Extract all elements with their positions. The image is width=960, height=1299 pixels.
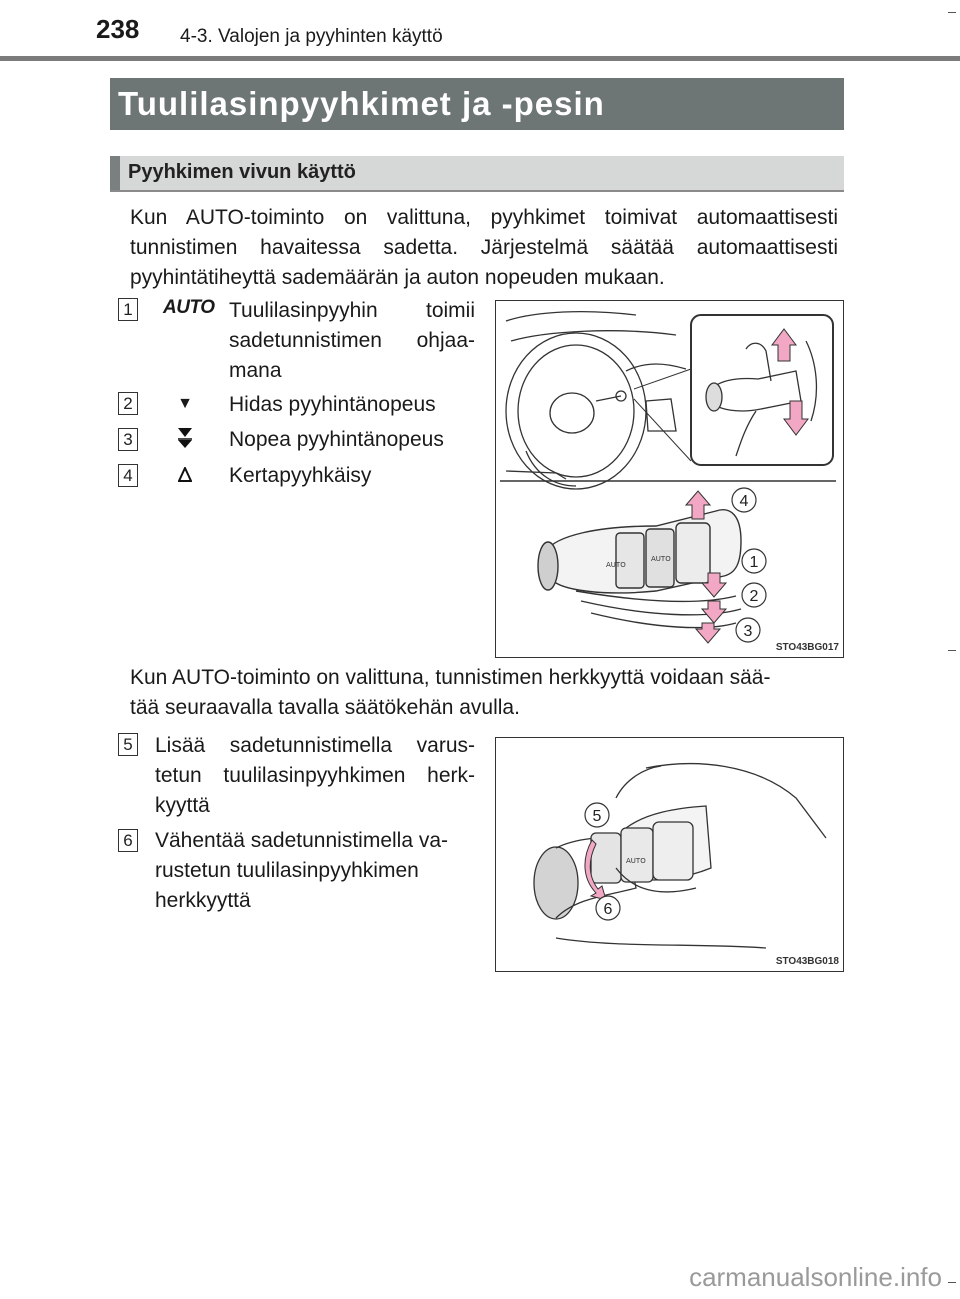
sensitivity-line: tää seuraavalla tavalla säätökehän avulla.: [130, 696, 520, 719]
page-number: 238: [96, 14, 140, 44]
header-rule: [0, 56, 960, 61]
slow-symbol: ▼: [177, 395, 193, 412]
callout-label: 5: [592, 808, 602, 825]
item-number: 6: [118, 829, 138, 852]
svg-text:AUTO: AUTO: [626, 857, 646, 865]
item-text-line: mana: [229, 359, 282, 382]
sensitivity-line: Kun AUTO-toiminto on valittuna, tunnistimen herkkyyttä voidaan sää-: [130, 666, 771, 689]
callout-label: 1: [749, 554, 759, 571]
auto-symbol: AUTO: [163, 297, 215, 318]
item-number: 3: [118, 428, 138, 451]
item-text-line: rustetun tuulilasinpyyhkimen: [155, 859, 419, 882]
item-text-line: Vähentää sadetunnistimella va-: [155, 829, 449, 852]
page-title: Tuulilasinpyyhkimet ja -pesin: [118, 85, 605, 122]
figure-wiper-lever-drawing: [496, 301, 843, 657]
svg-text:AUTO: AUTO: [606, 561, 626, 569]
item-text-line: sadetunnistimen ohjaa-: [229, 329, 475, 352]
callout-label: 3: [743, 623, 753, 640]
item-text: [155, 731, 475, 821]
section-header: 4-3. Valojen ja pyyhinten käyttö: [180, 26, 443, 47]
item-text-line: kyyttä: [155, 794, 210, 817]
subtitle-marker: [110, 156, 120, 190]
intro-paragraph: Kun AUTO-toiminto on valittuna, pyyhkimet toimivat automaattisesti tunnistimen havaitessa sadetta. Järjestelmä säätää automaattisesti pyyhintätiheyttä sademäärän ja auton nopeuden mukaan.: [130, 206, 838, 289]
callout-label: 2: [749, 588, 759, 605]
item-text-line: tetun tuulilasinpyyhkimen herk-: [155, 764, 475, 787]
item-text: [155, 826, 475, 916]
callout-label: 4: [739, 493, 749, 510]
crop-mark: [948, 12, 956, 13]
double-down-icon: [177, 427, 193, 449]
svg-text:AUTO: AUTO: [651, 555, 671, 563]
crop-mark: [948, 650, 956, 651]
sensitivity-paragraph: [130, 663, 838, 723]
subtitle: Pyyhkimen vivun käyttö: [128, 161, 356, 183]
crop-mark: [948, 1282, 956, 1283]
item-number: 4: [118, 464, 138, 487]
figure-wiper-lever: [495, 300, 844, 658]
item-text: Hidas pyyhintänopeus: [229, 393, 436, 416]
item-text-line: herkkyyttä: [155, 889, 251, 912]
up-outline-icon: [178, 467, 192, 483]
item-text-line: Tuulilasinpyyhin toimii: [229, 299, 475, 322]
figure-sensitivity-ring: [495, 737, 844, 972]
item-number: 5: [118, 733, 138, 756]
item-text-line: Lisää sadetunnistimella varus-: [155, 734, 475, 757]
item-text: [229, 296, 475, 386]
item-number: 2: [118, 392, 138, 415]
figure-sensitivity-drawing: [496, 738, 843, 971]
figure-code: STO43BG018: [775, 956, 839, 967]
callout-label: 6: [603, 901, 613, 918]
watermark: carmanualsonline.info: [689, 1262, 942, 1292]
figure-code: STO43BG017: [775, 642, 839, 653]
item-text: Nopea pyyhintänopeus: [229, 428, 444, 451]
item-text: Kertapyyhkäisy: [229, 464, 372, 487]
item-number: 1: [118, 298, 138, 321]
